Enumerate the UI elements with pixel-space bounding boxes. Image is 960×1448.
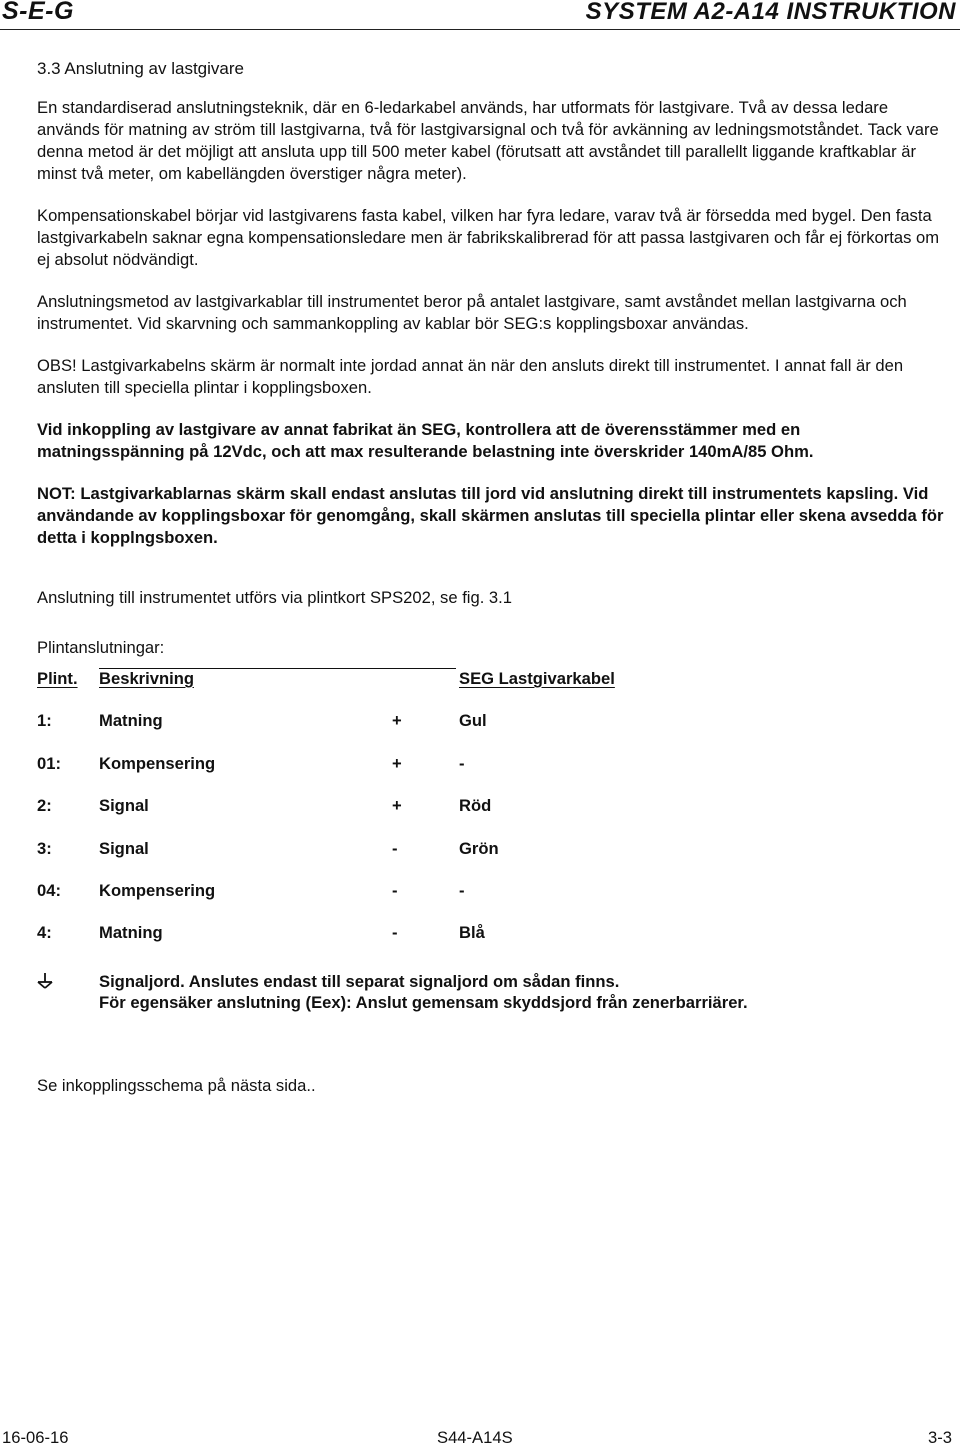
cell-cable: Grön xyxy=(459,838,499,858)
cell-description: Matning xyxy=(99,923,163,943)
cell-description: Matning xyxy=(99,711,163,731)
header-divider xyxy=(0,29,960,30)
header-cable: SEG Lastgivarkabel xyxy=(459,669,615,688)
header-description: Beskrivning xyxy=(99,669,194,688)
cell-description: Kompensering xyxy=(99,753,216,773)
cell-cable: - xyxy=(459,753,465,773)
header-plint: Plint. xyxy=(37,669,78,688)
cell-plint: 1: xyxy=(37,711,52,731)
footer-page-number: 3-3 xyxy=(928,1428,952,1447)
warning-shield: NOT: Lastgivarkablarnas skärm skall endast anslutas till jord vid anslutning direkt till instrumentets kapsling. Vid användande av kopplingsboxar för genomgång, skall skärmen anslutas till speciella plintar eller skena avsedda för detta i kopplngsboxen. xyxy=(37,484,944,547)
cell-cable: Röd xyxy=(459,796,492,816)
cell-cable: Gul xyxy=(459,711,487,731)
table-row xyxy=(37,880,737,922)
cell-polarity: + xyxy=(392,753,402,773)
table-row xyxy=(37,922,737,964)
cell-polarity: + xyxy=(392,796,402,816)
cell-plint: 01: xyxy=(37,753,61,773)
brand-logo: S-E-G xyxy=(2,0,74,25)
table-row xyxy=(37,753,737,795)
paragraph-compensation: Kompensationskabel börjar vid lastgivarens fasta kabel, vilken har fyra ledare, varav två är försedda med bygel. Den fasta lastgivarkabeln saknar egna kompensationsledare men är fabrikskalibrerad för att passa lastgivaren och får ej förkortas om ej absolut nödvändigt. xyxy=(37,206,940,269)
cell-polarity: + xyxy=(392,711,402,731)
cell-plint: 2: xyxy=(37,796,52,816)
cell-plint: 04: xyxy=(37,880,61,900)
footer-doc-code: S44-A14S xyxy=(437,1428,513,1447)
paragraph-method: Anslutningsmetod av lastgivarkablar till instrumentet beror på antalet lastgivare, samt avståndet mellan lastgivarna och instrumentet. Vid skarvning och sammankoppling av kablar bör SEG:s kopplingsboxar användas. xyxy=(37,292,907,333)
paragraph-obs: OBS! Lastgivarkabelns skärm är normalt inte jordad annat än när den ansluts direkt till instrumentet. I annat fall är den ansluten till speciella plintar i kopplingsboxen. xyxy=(37,356,904,397)
cell-description: Signal xyxy=(99,838,149,858)
main-content xyxy=(37,58,952,659)
next-page-note: Se inkopplingsschema på nästa sida.. xyxy=(37,1076,316,1095)
cell-cable: - xyxy=(459,880,465,900)
cell-polarity: - xyxy=(392,880,398,900)
table-header-row xyxy=(37,668,737,710)
cell-polarity: - xyxy=(392,838,398,858)
paragraph-intro: En standardiserad anslutningsteknik, där en 6-ledarkabel används, har utformats för lastgivare. Två av dessa ledare används för matning av ström till lastgivarna, två för lastgivarsignal och två för avkänning av ledningsmotståndet. Tack vare denna metod är det möjligt att ansluta upp till 500 meter kabel (förutsatt att avståndet till parallellt liggande kraftkablar är minst två meter, om kabellängden överstiger några meter). xyxy=(37,98,939,183)
ground-line-2: För egensäker anslutning (Eex): Anslut gemensam skyddsjord från zenerbarriärer. xyxy=(99,993,748,1012)
terminal-table xyxy=(37,668,737,965)
document-title: SYSTEM A2-A14 INSTRUKTION xyxy=(585,0,956,25)
cell-plint: 3: xyxy=(37,838,52,858)
cell-plint: 4: xyxy=(37,923,52,943)
section-heading: 3.3 Anslutning av lastgivare xyxy=(37,59,244,78)
cell-description: Signal xyxy=(99,796,149,816)
header-underline xyxy=(99,668,456,669)
cell-cable: Blå xyxy=(459,923,485,943)
warning-other-brand: Vid inkoppling av lastgivare av annat fabrikat än SEG, kontrollera att de överensstämmer med en matningsspänning på 12Vdc, och att max resulterande belastning inte överskrider 140mA/85 Ohm. xyxy=(37,420,814,461)
table-row xyxy=(37,795,737,837)
cell-description: Kompensering xyxy=(99,880,216,900)
page-header xyxy=(0,0,960,30)
cell-polarity: - xyxy=(392,923,398,943)
table-row xyxy=(37,710,737,752)
connection-note: Anslutning till instrumentet utförs via plintkort SPS202, se fig. 3.1 xyxy=(37,588,513,607)
footer-date: 16-06-16 xyxy=(2,1428,69,1447)
table-row xyxy=(37,838,737,880)
ground-line-1: Signaljord. Anslutes endast till separat signaljord om sådan finns. xyxy=(99,972,620,991)
terminals-label: Plintanslutningar: xyxy=(37,638,165,657)
ground-icon xyxy=(37,973,53,989)
